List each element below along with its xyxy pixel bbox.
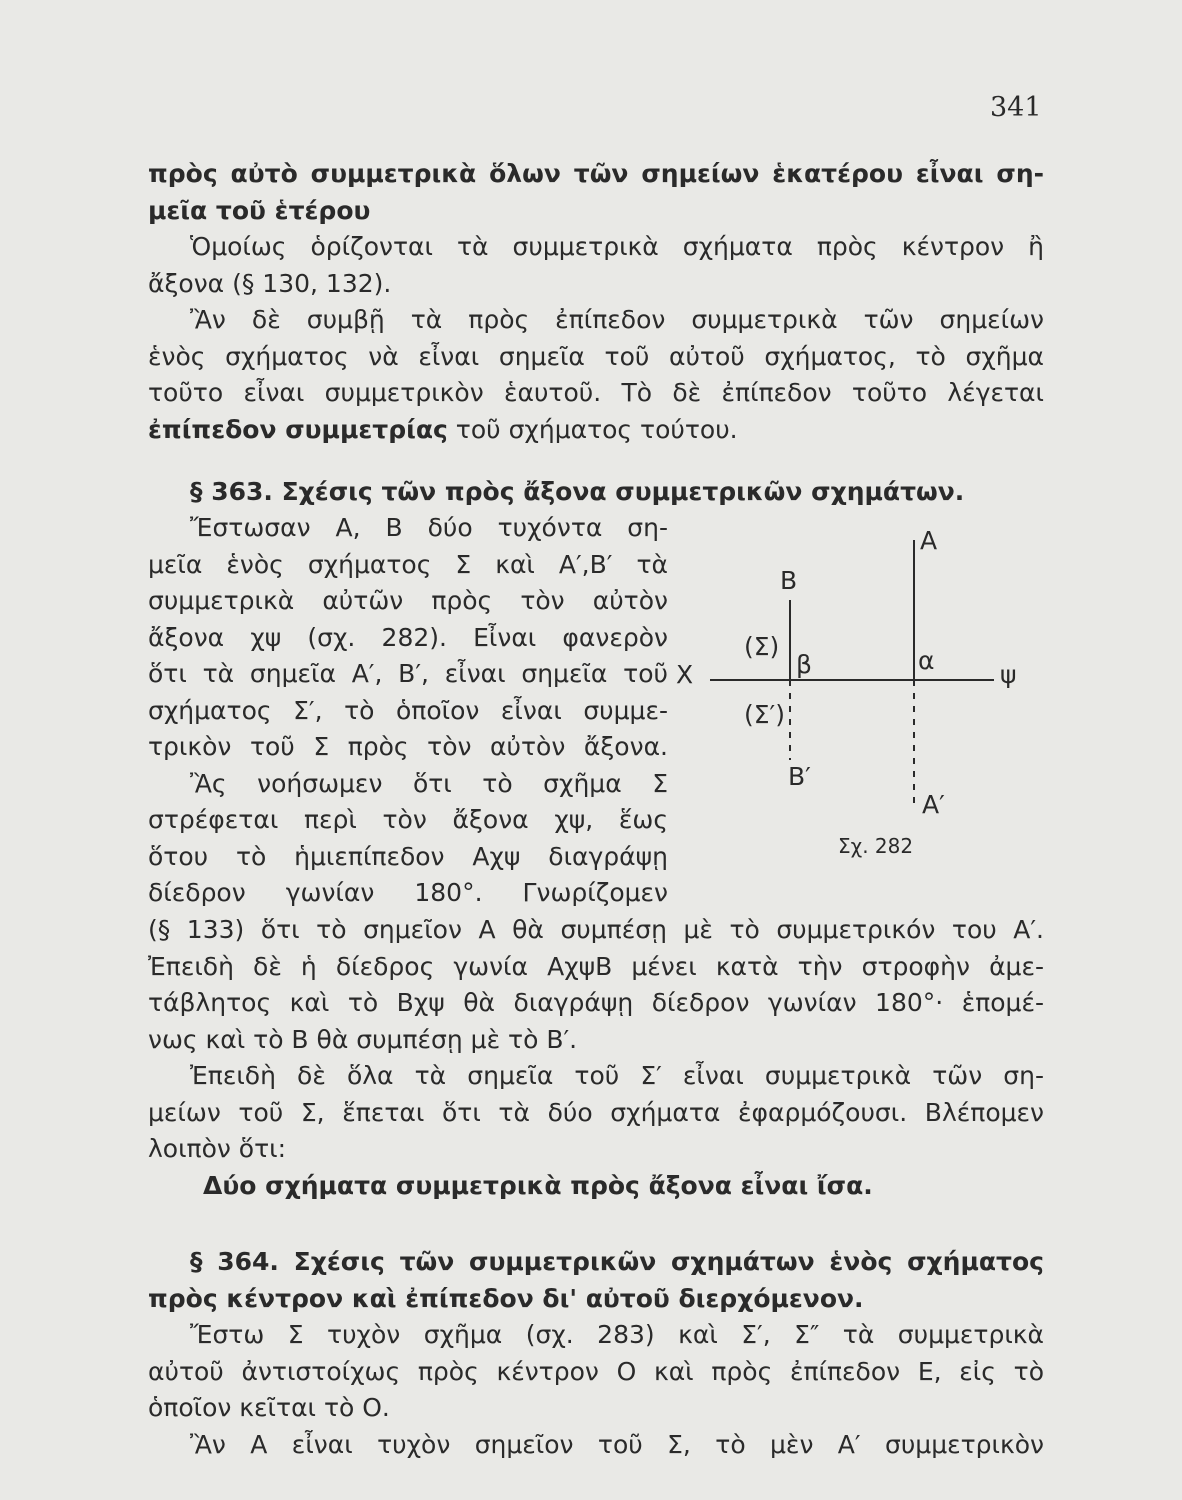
text-line: Ἐπειδὴ δὲ ὅλα τὰ σημεῖα τοῦ Σ′ εἶναι συμμετρικὰ τῶν ση-	[190, 1061, 1044, 1090]
text-line: μεῖα τοῦ ἑτέρου	[148, 195, 371, 225]
theorem-statement: Δύο σχήματα συμμετρικὰ πρὸς ἄξονα εἶναι ἴσα.	[203, 1171, 873, 1200]
text-line: αὐτοῦ ἀντιστοίχως πρὸς κέντρον Ο καὶ πρὸς ἐπίπεδον Ε, εἰς τὸ	[148, 1356, 1044, 1386]
text-line: μείων τοῦ Σ, ἕπεται ὅτι τὰ δύο σχήματα ἐφαρμόζουσι. Βλέπομεν	[148, 1097, 1044, 1127]
text-line: Ἔστωσαν Α, Β δύο τυχόντα ση-	[190, 513, 668, 542]
text-line: σχήματος Σ′, τὸ ὁποῖον εἶναι συμμε-	[148, 695, 668, 725]
section-heading: § 364. Σχέσις τῶν συμμετρικῶν σχημάτων ἑνὸς σχήματος	[190, 1247, 1044, 1276]
text-line: Ἔστω Σ τυχὸν σχῆμα (σχ. 283) καὶ Σ′, Σ″ τὰ συμμετρικὰ	[190, 1320, 1044, 1349]
text-line: ὅτι τὰ σημεῖα Α′, Β′, εἶναι σημεῖα τοῦ	[148, 659, 668, 688]
text-line: τοῦτο εἶναι συμμετρικὸν ἑαυτοῦ. Τὸ δὲ ἐπίπεδον τοῦτο λέγεται	[148, 378, 1044, 407]
text-span: τοῦ σχήματος τούτου.	[447, 414, 738, 444]
label-X: Χ	[676, 660, 694, 689]
text-line: ὁποῖον κεῖται τὸ Ο.	[148, 1393, 390, 1422]
section-363-text	[148, 912, 1044, 1168]
label-beta: β	[796, 650, 812, 679]
figure-282	[672, 520, 1052, 870]
text-line: πρὸς αὐτὸ συμμετρικὰ ὅλων τῶν σημείων ἑκατέρου εἶναι ση-	[148, 159, 1044, 188]
text-line: τάβλητος καὶ τὸ Βχψ θὰ διαγράψῃ δίεδρον γωνίαν 180°· ἑπομέ-	[148, 988, 1044, 1017]
page-number: 341	[990, 92, 1042, 123]
section-heading: πρὸς κέντρον καὶ ἐπίπεδον δι' αὐτοῦ διερχόμενον.	[148, 1283, 864, 1313]
text-line: λοιπὸν ὅτι:	[148, 1134, 287, 1163]
term-bold: ἐπίπεδον συμμετρίας	[148, 414, 448, 444]
theorem	[148, 1168, 1044, 1205]
section-363-heading	[148, 474, 1044, 511]
text-line: ἄξονα (§ 130, 132).	[148, 268, 392, 298]
label-sigma: (Σ)	[744, 632, 780, 661]
label-B-prime: Β′	[788, 762, 811, 791]
section-364	[148, 1244, 1044, 1463]
text-line: ἄξονα χψ (σχ. 282). Εἶναι φανερὸν	[148, 622, 668, 652]
text-line: ὅτου τὸ ἡμιεπίπεδον Αχψ διαγράψῃ	[148, 841, 668, 871]
label-A: Α	[920, 526, 938, 555]
figure-diagram	[672, 520, 1052, 870]
text-line: Ἐπειδὴ δὲ ἡ δίεδρος γωνία ΑχψΒ μένει κατὰ τὴν στροφὴν ἀμε-	[148, 951, 1044, 981]
text-line: δίεδρον γωνίαν 180°. Γνωρίζομεν	[148, 878, 668, 907]
label-psi: ψ	[1000, 660, 1017, 689]
text-line: Ἂν δὲ συμβῇ τὰ πρὸς ἐπίπεδον συμμετρικὰ τῶν σημείων	[190, 305, 1044, 334]
label-sigma-prime: (Σ′)	[744, 700, 785, 729]
text-line: Ἂς νοήσωμεν ὅτι τὸ σχῆμα Σ	[190, 768, 668, 798]
text-line: τρικὸν τοῦ Σ πρὸς τὸν αὐτὸν ἄξονα.	[148, 732, 668, 761]
text-line: στρέφεται περὶ τὸν ἄξονα χψ, ἕως	[148, 805, 668, 834]
figure-caption: Σχ. 282	[838, 834, 914, 858]
text-line: Ὁμοίως ὁρίζονται τὰ συμμετρικὰ σχήματα πρὸς κέντρον ἢ	[190, 232, 1044, 261]
section-heading: § 363. Σχέσις τῶν πρὸς ἄξονα συμμετρικῶν σχημάτων.	[190, 477, 965, 506]
text-line: ἑνὸς σχήματος νὰ εἶναι σημεῖα τοῦ αὐτοῦ σχήματος, τὸ σχῆμα	[148, 341, 1044, 371]
label-alpha: α	[918, 646, 935, 675]
text-line: νως καὶ τὸ Β θὰ συμπέσῃ μὲ τὸ Β′.	[148, 1024, 578, 1054]
text-line: μεῖα ἑνὸς σχήματος Σ καὶ Α′,Β′ τὰ	[148, 549, 668, 579]
text-line: Ἂν Α εἶναι τυχὸν σημεῖον τοῦ Σ, τὸ μὲν Α′ συμμετρικὸν	[190, 1429, 1044, 1459]
intro-text	[148, 156, 1044, 448]
label-A-prime: Α′	[922, 790, 945, 819]
text-line: συμμετρικὰ αὐτῶν πρὸς τὸν αὐτὸν	[148, 586, 668, 615]
text-line: (§ 133) ὅτι τὸ σημεῖον Α θὰ συμπέσῃ μὲ τὸ συμμετρικόν του Α′.	[148, 915, 1044, 944]
section-363-narrow-text	[148, 510, 668, 912]
text-line	[148, 412, 1044, 449]
label-B: Β	[780, 566, 798, 595]
